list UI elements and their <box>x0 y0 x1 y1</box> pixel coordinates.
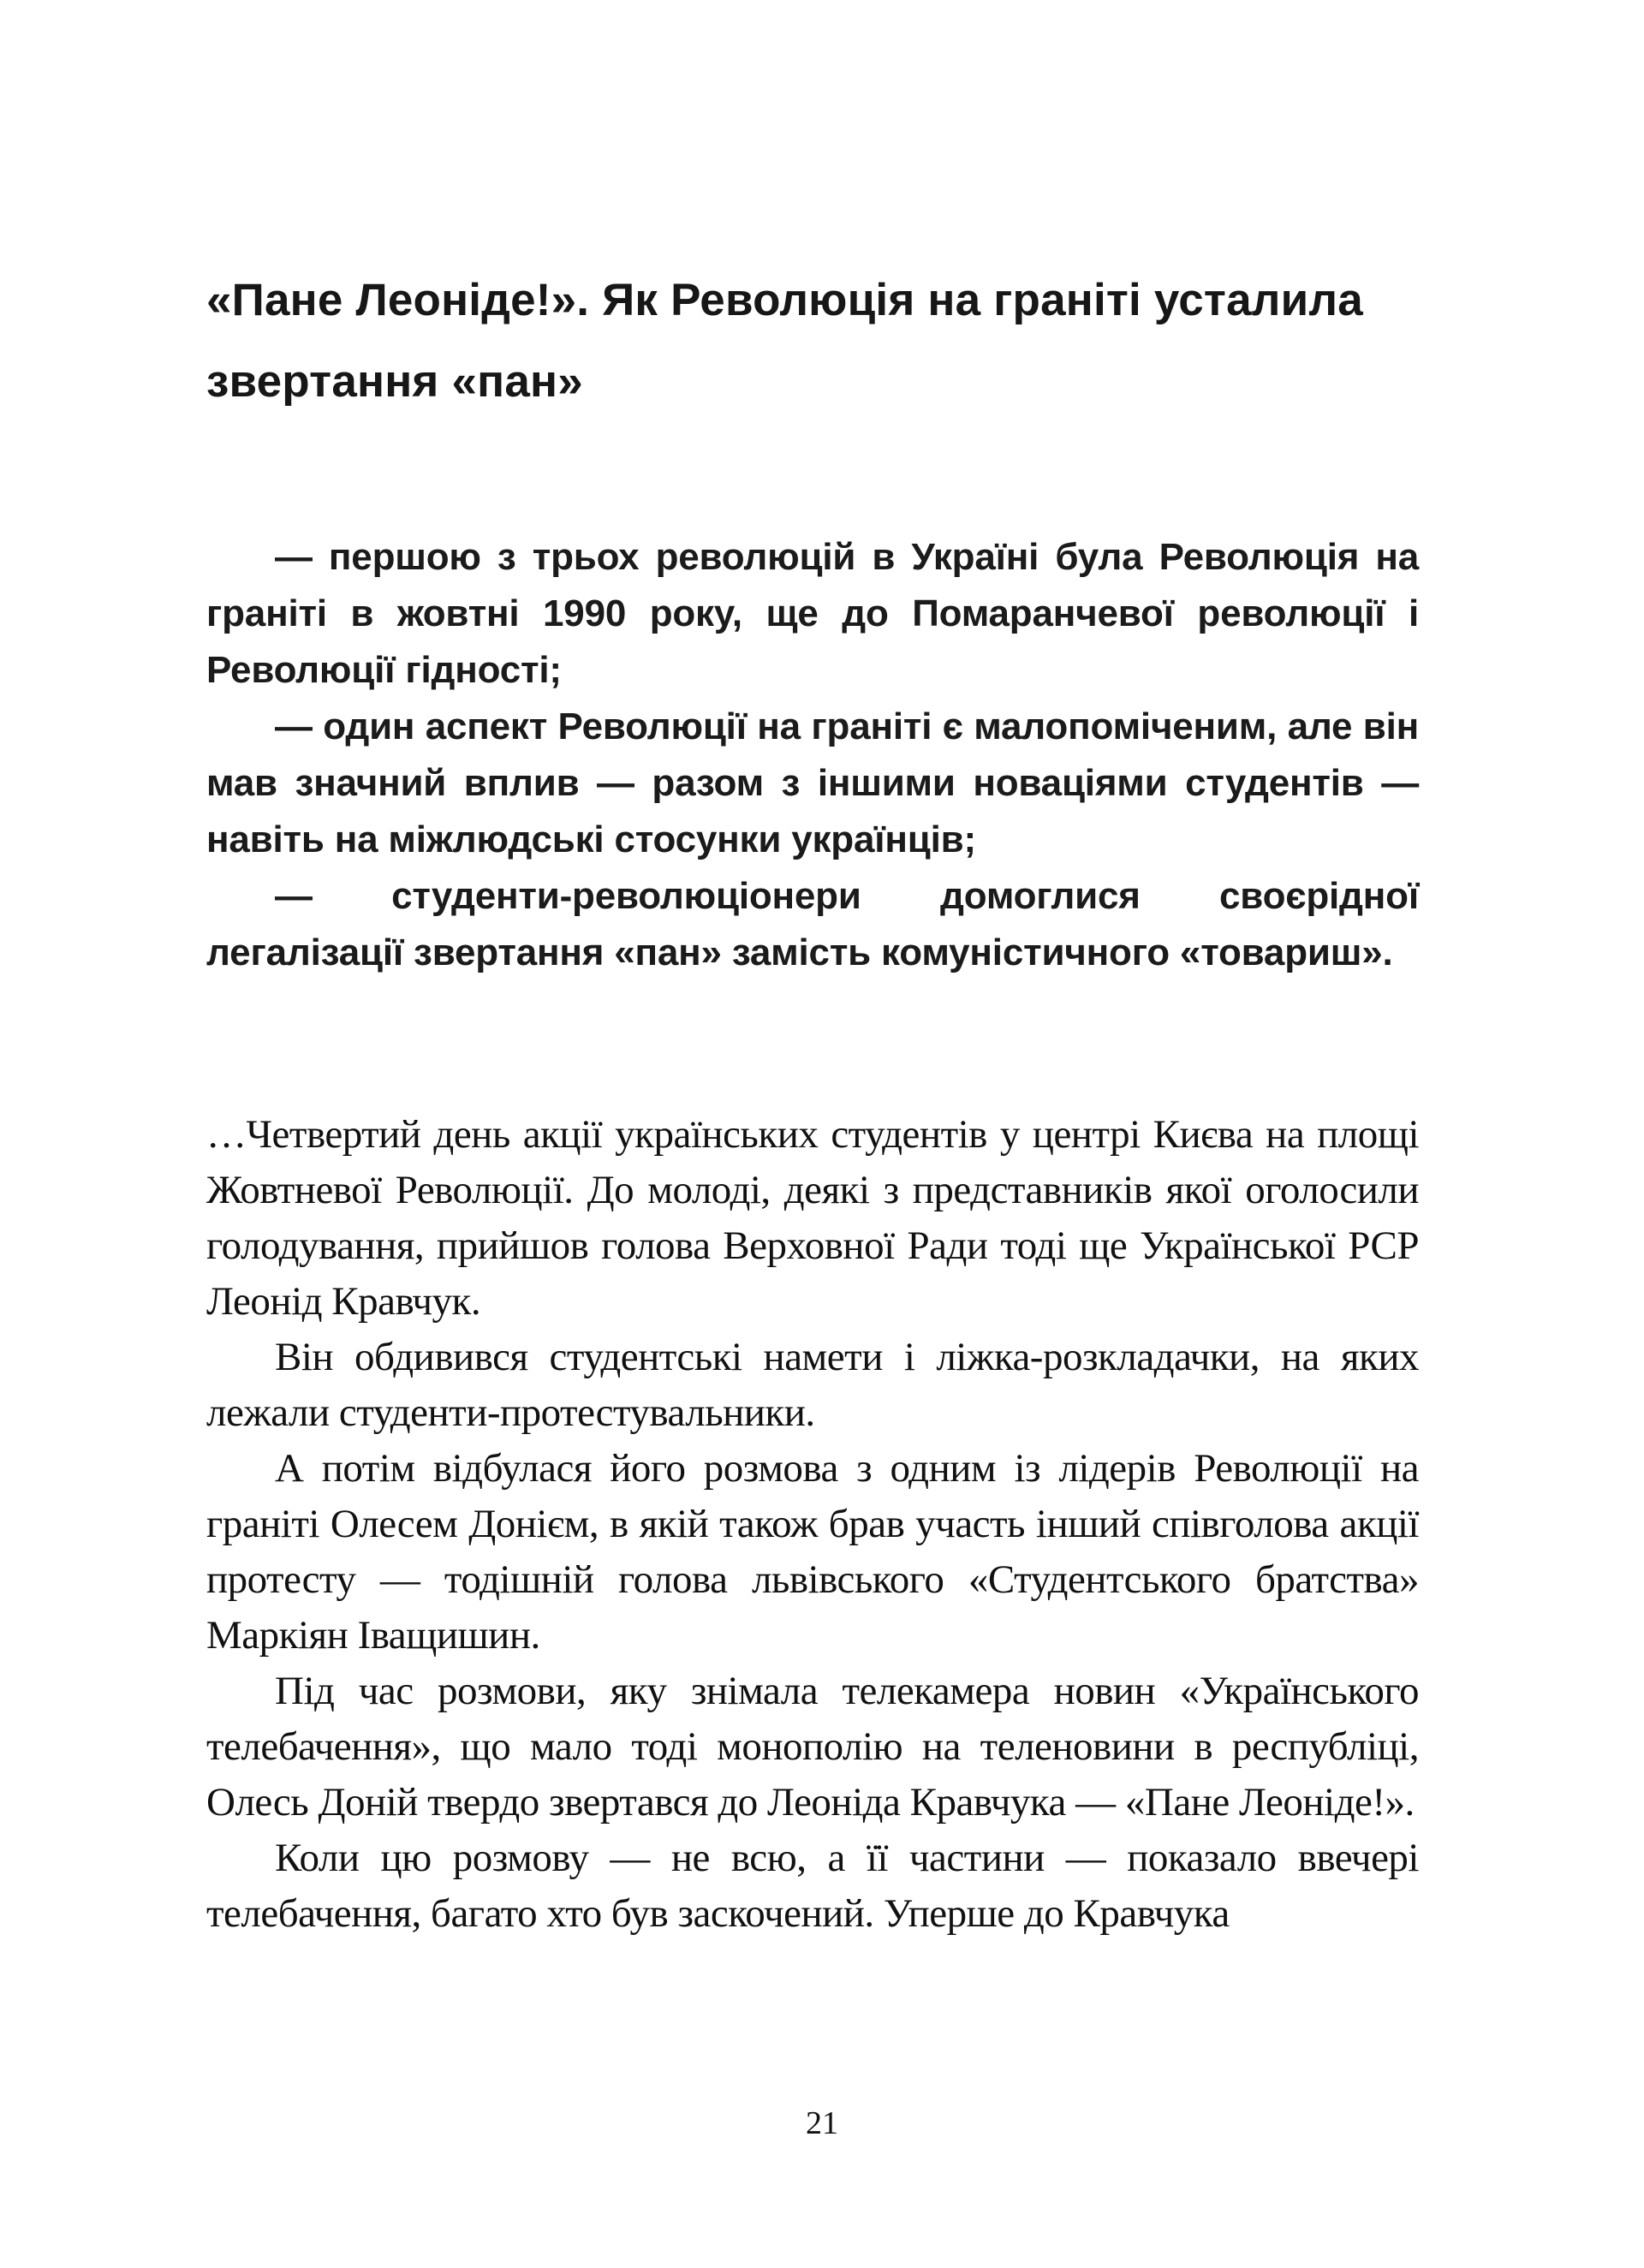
body-text <box>206 1107 1419 1942</box>
body-paragraph: …Четвертий день акції українських студентів у центрі Києва на площі Жовтневої Революції. До молоді, деякі з представників якої оголосили голодування, прийшов голова Верховної Ради тоді ще Української РСР Леонід Кравчук. <box>206 1112 1419 1324</box>
summary-bullet: — першою з трьох революцій в Україні була Революція на граніті в жовтні 1990 року, ще до Помаранчевої революції і Революції гідності; <box>206 536 1419 691</box>
body-paragraph: Під час розмови, яку знімала телекамера новин «Українського телебачення», що мало тоді монополію на теленовини в республіці, Олесь Доній твердо звертався до Леоніда Кравчука — «Пане Леоніде!». <box>206 1669 1419 1825</box>
chapter-summary <box>206 529 1419 981</box>
summary-bullet: — студенти-революціонери домоглися своєрідної легалізації звертання «пан» замість комуністичного «товариш». <box>206 875 1419 973</box>
body-paragraph: А потім відбулася його розмова з одним із лідерів Революції на граніті Олесем Донієм, в якій також брав участь інший співголова акції протесту — тодішній голова львівського «Студентського братства» Маркіян Іващишин. <box>206 1446 1419 1658</box>
body-paragraph: Він обдивився студентські намети і ліжка-розкладачки, на яких лежали студенти-протестувальники. <box>206 1335 1419 1435</box>
chapter-title: «Пане Леоніде!». Як Революція на граніті усталила звертання «пан» <box>206 275 1363 407</box>
body-paragraph: Коли цю розмову — не всю, а її частини — показало ввечері телебачення, багато хто був заскочений. Уперше до Кравчука <box>206 1836 1419 1936</box>
page-number: 21 <box>806 2105 838 2141</box>
summary-bullet: — один аспект Революції на граніті є малопоміченим, але він мав значний вплив — разом з іншими новаціями студентів — навіть на міжлюдські стосунки українців; <box>206 705 1419 860</box>
